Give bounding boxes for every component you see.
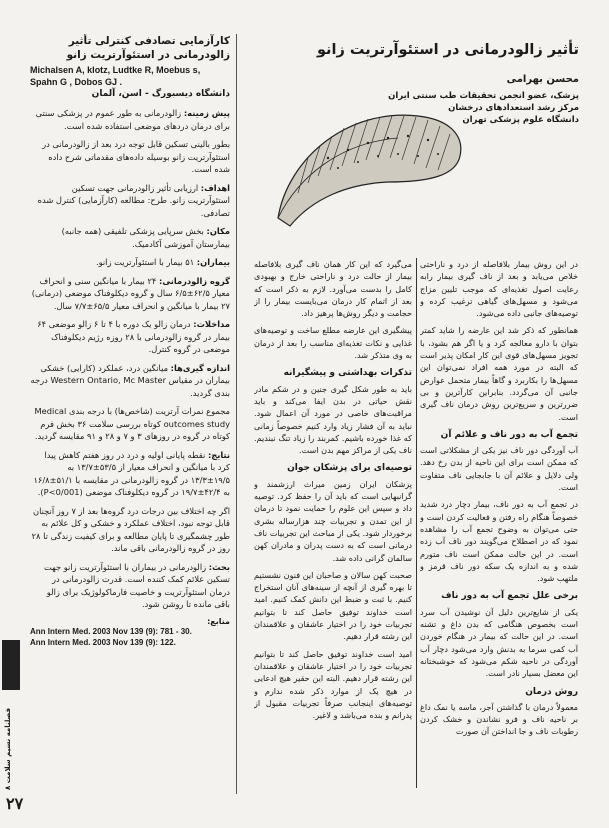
affiliation-line: پزشک، عضو انجمن تحقیقات طب سنتی ایران [388,91,579,101]
abstract-paragraph: اهداف: ارزیابی تأثیر زالودرمانی جهت تسکین استئوآرتریت زانو. طرح: مطالعه (کارآزمایی) کنترل شده تصادفی. [37,182,230,218]
body-paragraph: یکی از شایع‌ترین دلیل آن نوشیدن آب سرد است بخصوص هنگامی که بدن داغ و تشنه است. در این حالت که بیمار در هنگام خوردن آب کمی سرما به بدنش وارد می‌شود دچار آب آوردگی در ناحیه شکم می‌شود که خوشبختانه این معضل بسیار نادر است. [420,606,578,679]
body-paragraph: در این روش بیمار بلافاصله از درد و ناراحتی خلاص می‌یابد و بعد از ناف گیری بیمار رابه رعایت اصول تغذیه‌ای که موجب تلیین مزاج می‌شود و مسهل‌های گیاهی ترغیب کرده و توصیه‌های جانبی داده می‌شود. [420,259,578,319]
body-paragraph: باید به طور شکل گیری جنین و در شکم مادر نقش حیاتی در بدن ایفا می‌کند و باید مراقبت‌های خاصی در مورد آن اعمال شود. نباید به آن فشار زیاد وارد کنیم خصوصاً زمانی که غذا خورده باشیم. کمربند را زیاد تنگ نبندیم. ناف یکی از مراکز مهم بدن است. [254,383,412,456]
article-author: محسن بهرامی [506,74,579,85]
sidebar-authors: Michalsen A, klotz, Ludtke R, Moebus s, Spahn G , Dobos GJ . [30,65,201,87]
sidebar-affiliation: دانشگاه دیسبورگ - اسن، آلمان [91,89,230,99]
abstract-paragraph: مداخلات: درمان زالو یک دوره با ۴ تا ۶ زالو موضعی ۶۴ بیمار در گروه زالودرمانی با ۲۸ روزه رژیم دیکلوفناک موضعی در گروه کنترل. [37,319,230,354]
source-line: Ann Intern Med. 2003 Nov 139 (9): 781 - 30. [30,626,192,636]
section-heading: روش درمان [525,686,578,697]
section-heading: تذکرات بهداشتی و پیشگیرانه [283,368,412,379]
abstract-paragraph: اندازه گیری‌ها: میانگین درد، عملکرد (کارایی) خشکی بیماران در مقیاس Western Ontario, Mc Master درجه بندی گردید. [30,362,230,398]
leech-illustration [268,98,468,238]
column-divider [236,34,237,794]
abstract-paragraph: بیماران: ۵۱ بیمار با استئوآرتریت زانو. [95,257,230,267]
abstract-paragraph: گروه زالودرمانی: ۲۴ بیمار با میانگین سنی و انحراف معیار ۶۲/۵±۶/۵ سال و گروه دیکلوفناک موضعی (درمانی) ۲۷ بیمار با میانگین و انحراف معیار ۶۵/۵±۷/۷ سال. [31,275,230,311]
body-paragraph: می‌گیرد که این کار همان ناف گیری بلافاصله بیمار از حالت درد و ناراحتی خارج و بهبودی کامل را بدست می‌آورد. لازم به ذکر است که بعد از اتمام کار درمان می‌بایست بیمار را از حجامت و دیگر روش‌ها پرهیز داد. [254,259,412,319]
section-heading: تجمع آب به دور ناف و علائم آن [440,429,578,440]
abstract-paragraph: مکان: بخش سرپایی پزشکی تلفیقی (همه جانبه) بیمارستان آموزشی آکادمیک. [61,226,230,249]
text-column-middle [254,258,412,798]
body-paragraph: امید است خداوند توفیق حاصل کند تا بتوانیم تجربیات خود را در اختیار عاشقان و علاقمندان این رشته قرار دهیم. البته این حقیر هیچ ادعایی در هیچ یک از موارد ذکر شده ندارم و توصیه‌های اینجانب صرفاً تجربیات مقبول از پدرانم و بنده می‌باشد و لاغیر. [254,648,412,721]
sources-label: منابع: [207,616,230,626]
journal-logo-badge [2,640,20,690]
section-heading: توصیه‌ای برای پزشکان جوان [287,463,412,474]
section-heading: برخی علل تجمع آب به دور ناف [441,591,578,602]
abstract-sidebar [30,34,230,794]
journal-label: فصلنامه نسیم سلامت ۸ [4,707,12,790]
abstract-paragraph: پیش زمینه: زالودرمانی به طور عموم در پزشکی سنتی برای درمان دردهای موضعی استفاده شده است. [35,108,230,131]
page-number: ۲۷ [6,796,24,813]
source-line: Ann Intern Med. 2003 Nov 139 (9): 122. [30,637,176,647]
column-separator [416,258,417,788]
abstract-paragraph: مجموع نمرات آرتریت (شاخص‌ها) با درجه بندی Medical outcomes study کوتاه بررسی سلامت ۳۶ بخش فرم کوتاه در گروه در روزهای ۳ و ۷ و ۲۸ و ۹۱ مقایسه گردید. [34,406,230,441]
body-paragraph: معمولاً درمان با گذاشتن آجر، ماسه یا نمک داغ بر ناحیه ناف و فرو نشاندن و خشک کردن رطوبات ناف و جا انداختن آن صورت [420,701,578,737]
body-paragraph: آب آوردگی دور ناف نیز یکی از مشکلاتی است که ممکن است برای این ناحیه از بدن رخ دهد. ولی دلایل و علائم آن با جابجایی ناف متفاوت است. [420,445,578,493]
body-paragraph: در تجمع آب به دور ناف، بیمار دچار درد شدید خصوصاً هنگام راه رفتن و فعالیت کردن است و حتی می‌توان به وضوح تجمع آب را مشاهده نمود که در اصطلاح می‌گویند دور ناف آب زده است. در این حالت ممکن است ناف متورم شده و به اندازه یک سکه دور ناف قرمز و ملتهب شود. [420,499,578,584]
body-paragraph: همانطور که ذکر شد این عارضه را شاید کمتر بتوان با دارو معالجه کرد و یا اگر هم بشود، با تجویز مسهل‌های قوی این کار امکان پذیر است که البته در مورد همه افراد نمی‌توان این مسهل‌ها را بکاربرد و گاهاً بیمار متحمل عوارض جانبی آن می‌گردد. بنابراین کارآترین و بی ضررترین و سریع‌ترین روش درمان ناف گیری است. [420,325,578,422]
body-paragraph: پیشگیری این عارضه مطلع ساخت و توصیه‌های غذایی و نکات تغذیه‌ای مناسب را بعد از درمان به وی متذکر شد. [254,325,412,361]
affiliation-line: دانشگاه علوم پزشکی تهران [462,115,579,125]
abstract-paragraph: اگر چه اختلاف بین درجات درد گروه‌ها بعد از ۷ روز آنچنان قابل توجه نبود، اختلاف عملکرد و خشکی و کل علائم به طور چشمگیری تا پایان مطالعه و برای کیفیت زندگی تا ۲۸ روز در گروه زالودرمانی باقی ماند. [31,505,230,553]
body-paragraph: پزشکان ایران زمین میراث ارزشمند و گرانبهایی است که باید آن را حفظ کرد. توصیه داد و سپس این علوم را حمایت نمود تا درمان از این تمدن و تجربیات چند هزارساله بشری برخوردار شود. یکی از مباحث این تجربیات ناف درمانی است که به دست پدران و مادران کهن سالمان گرانی داده شد. [254,478,412,563]
abstract-paragraph: بحث: زالودرمانی در بیماران با استئوآرتریت زانو جهت تسکین علائم کمک کننده است. قدرت زالودرمانی در درمان استئوآرتریت و خاصیت فارماکولوژیک برای زالو باقی مانده تا روشن شود. [44,561,230,609]
abstract-paragraph: بطور بالینی تسکین قابل توجه درد بعد از زالودرمانی در استئوآرتریت زانو بوسیله داده‌های مقدماتی شرح داده شده است. [42,139,230,174]
affiliation-line: مرکز رشد استعدادهای درخشان [448,103,579,113]
sidebar-title: کارآزمایی تصادفی کنترلی تأثیر زالودرمانی در استئوآرتریت زانو [66,35,230,61]
body-paragraph: صحبت کهن سالان و صاحبان این فنون نشستیم تا بهره گیری از آنچه از سینه‌های آنان استخراج کنیم. با ثبت و ضبط این دانش کمک کنیم. امید است خداوند توفیق حاصل کند تا بتوانیم تجربیات خود را در اختیار عاشقان و علاقمندان این رشته قرار دهیم. [254,569,412,642]
text-column-right [420,258,578,798]
article-title: تأثیر زالودرمانی در استئوآرتریت زانو [316,42,579,58]
abstract-paragraph: نتایج: نقطه پایانی اولیه و درد در روز هفتم کاهش پیدا کرد با میانگین و انحراف معیار از ۵۳/۵±۱۳/۷ به ۱۹/۵±۱۳/۳ در گروه زالودرمانی در مقایسه با ۵۱/۱±۱۶/۸ به ۴۲/۴±۱۹/۷ در گروه دیکلوفناک موضعی (P<0/001). [33,449,230,497]
